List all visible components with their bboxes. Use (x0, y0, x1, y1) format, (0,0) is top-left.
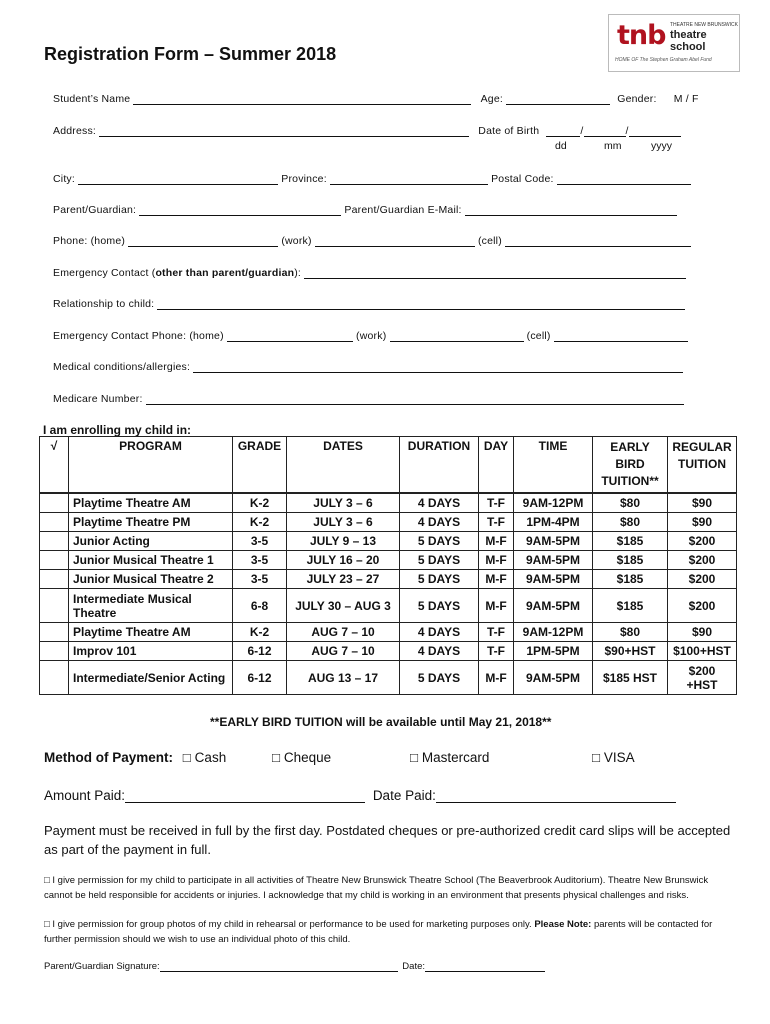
time-cell: 1PM-5PM (514, 642, 593, 661)
city-field[interactable] (78, 172, 278, 185)
early-bird-note: **EARLY BIRD TUITION will be available until May 21, 2018** (210, 715, 552, 729)
table-row (40, 513, 737, 532)
address-label: Address: (53, 125, 97, 137)
emergency-phone-cell-label: (cell) (526, 330, 551, 342)
dates-cell: JULY 16 – 20 (287, 551, 400, 570)
table-header-row (40, 437, 737, 494)
table-row (40, 642, 737, 661)
phone-row (53, 234, 691, 247)
signature-label: Parent/Guardian Signature: (44, 961, 160, 972)
day-cell: T-F (479, 493, 514, 513)
logo-small-text: THEATRE NEW BRUNSWICK (670, 22, 738, 28)
relationship-field[interactable] (157, 297, 685, 310)
col-grade-header: GRADE (233, 437, 287, 494)
emergency-label-suffix: ): (294, 267, 302, 279)
parent-email-label: Parent/Guardian E-Mail: (344, 204, 462, 216)
permission-photos-text: □ I give permission for group photos of my child in rehearsal or performance to be used for marketing purposes only. (44, 919, 532, 930)
medical-field[interactable] (193, 360, 683, 373)
time-cell: 9AM-12PM (514, 623, 593, 642)
col-check-header: √ (40, 437, 69, 494)
day-cell: M-F (479, 551, 514, 570)
day-cell: M-F (479, 570, 514, 589)
table-row (40, 623, 737, 642)
early-tuition-cell: $185 (593, 532, 668, 551)
program-cell: Junior Musical Theatre 1 (69, 551, 233, 570)
date-paid-field[interactable] (436, 788, 676, 803)
emergency-phone-home-label: Emergency Contact Phone: (home) (53, 330, 224, 342)
duration-cell: 4 DAYS (400, 493, 479, 513)
grade-cell: K-2 (233, 493, 287, 513)
col-duration-header: DURATION (400, 437, 479, 494)
program-cell: Intermediate/Senior Acting (69, 661, 233, 695)
duration-cell: 5 DAYS (400, 589, 479, 623)
duration-cell: 4 DAYS (400, 623, 479, 642)
phone-work-label: (work) (281, 235, 312, 247)
medicare-label: Medicare Number: (53, 393, 143, 405)
gender-options[interactable]: M / F (673, 93, 699, 105)
check-cell[interactable] (40, 589, 69, 623)
program-cell: Playtime Theatre PM (69, 513, 233, 532)
relationship-row (53, 297, 685, 310)
amount-row (44, 788, 676, 803)
dob-label: Date of Birth (478, 125, 540, 137)
signature-date-field[interactable] (425, 960, 545, 972)
check-cell[interactable] (40, 661, 69, 695)
relationship-label: Relationship to child: (53, 298, 155, 310)
phone-home-field[interactable] (128, 234, 278, 247)
regular-tuition-cell: $200 (668, 570, 737, 589)
duration-cell: 4 DAYS (400, 513, 479, 532)
medical-row (53, 360, 683, 373)
signature-field[interactable] (160, 960, 398, 972)
regular-tuition-cell: $200 +HST (668, 661, 737, 695)
early-tuition-cell: $185 (593, 570, 668, 589)
dates-cell: AUG 7 – 10 (287, 642, 400, 661)
amount-paid-field[interactable] (125, 788, 365, 803)
early-tuition-cell: $185 HST (593, 661, 668, 695)
table-row (40, 661, 737, 695)
table-row (40, 589, 737, 623)
parent-label: Parent/Guardian: (53, 204, 137, 216)
payment-paragraph: Payment must be received in full by the first day. Postdated cheques or pre-authorized credit card slips will be accepted as part of the payment in full. (44, 823, 731, 857)
province-label: Province: (281, 173, 327, 185)
emergency-phone-cell-field[interactable] (554, 329, 688, 342)
duration-cell: 5 DAYS (400, 661, 479, 695)
day-cell: T-F (479, 642, 514, 661)
check-cell[interactable] (40, 551, 69, 570)
address-row: Address: Date of Birth / / (53, 124, 681, 137)
table-row (40, 493, 737, 513)
time-cell: 9AM-5PM (514, 570, 593, 589)
dates-cell: AUG 13 – 17 (287, 661, 400, 695)
student-row (53, 92, 699, 105)
program-cell: Junior Musical Theatre 2 (69, 570, 233, 589)
program-cell: Improv 101 (69, 642, 233, 661)
enroll-label: I am enrolling my child in: (43, 423, 192, 437)
postal-field[interactable] (557, 172, 691, 185)
duration-cell: 5 DAYS (400, 532, 479, 551)
signature-row (44, 960, 545, 972)
early-tuition-cell: $80 (593, 623, 668, 642)
age-field[interactable] (506, 92, 610, 105)
address-field[interactable] (99, 124, 469, 137)
province-field[interactable] (330, 172, 488, 185)
dob-yyyy-field[interactable] (629, 124, 681, 137)
check-cell[interactable] (40, 570, 69, 589)
dates-cell: JULY 30 – AUG 3 (287, 589, 400, 623)
check-cell[interactable] (40, 532, 69, 551)
logo-subtitle: HOME OF The Stephen Graham Abel Fund (615, 57, 712, 63)
date-paid-label: Date Paid: (372, 788, 436, 803)
day-cell: T-F (479, 513, 514, 532)
program-cell: Playtime Theatre AM (69, 493, 233, 513)
duration-cell: 5 DAYS (400, 570, 479, 589)
dates-cell: JULY 23 – 27 (287, 570, 400, 589)
emergency-phone-row (53, 329, 688, 342)
program-cell: Playtime Theatre AM (69, 623, 233, 642)
regular-tuition-cell: $100+HST (668, 642, 737, 661)
dates-cell: JULY 3 – 6 (287, 493, 400, 513)
grade-cell: 6-12 (233, 642, 287, 661)
grade-cell: K-2 (233, 513, 287, 532)
medical-label: Medical conditions/allergies: (53, 361, 191, 373)
signature-date-label: Date: (402, 961, 426, 972)
table-row (40, 551, 737, 570)
payment-label: Method of Payment: (44, 750, 174, 765)
early-tuition-cell: $80 (593, 493, 668, 513)
day-cell: M-F (479, 589, 514, 623)
emergency-label-prefix: Emergency Contact ( (53, 267, 156, 279)
form-title: Registration Form – Summer 2018 (44, 44, 337, 64)
col-dates-header: DATES (287, 437, 400, 494)
time-cell: 9AM-5PM (514, 532, 593, 551)
emergency-phone-work-label: (work) (356, 330, 387, 342)
student-name-field[interactable] (133, 92, 471, 105)
program-cell: Intermediate Musical Theatre (69, 589, 233, 623)
day-cell: M-F (479, 661, 514, 695)
dob-dd-hint: dd (555, 140, 567, 152)
early-tuition-cell: $90+HST (593, 642, 668, 661)
payment-cheque-option[interactable]: □ Cheque (272, 750, 332, 765)
day-cell: M-F (479, 532, 514, 551)
age-label: Age: (480, 93, 503, 105)
parent-row (53, 203, 677, 216)
duration-cell: 4 DAYS (400, 642, 479, 661)
time-cell: 9AM-5PM (514, 589, 593, 623)
dates-cell: JULY 3 – 6 (287, 513, 400, 532)
col-regular-header: REGULAR TUITION (668, 437, 737, 494)
regular-tuition-cell: $200 (668, 589, 737, 623)
grade-cell: 6-8 (233, 589, 287, 623)
permission-photos-rest: parents will be contacted for further permission should we wish to use an individual photo of this child. (44, 919, 713, 945)
col-time-header: TIME (514, 437, 593, 494)
time-cell: 1PM-4PM (514, 513, 593, 532)
dates-cell: JULY 9 – 13 (287, 532, 400, 551)
check-cell[interactable] (40, 513, 69, 532)
check-cell[interactable] (40, 642, 69, 661)
regular-tuition-cell: $90 (668, 623, 737, 642)
gender-label: Gender: (617, 93, 657, 105)
early-tuition-cell: $185 (593, 551, 668, 570)
student-name-label: Student’s Name (53, 93, 131, 105)
emergency-label-bold: other than parent/guardian (155, 267, 295, 279)
emergency-phone-home-field[interactable] (227, 329, 353, 342)
dob-mm-field[interactable] (584, 124, 626, 137)
early-tuition-cell: $185 (593, 589, 668, 623)
grade-cell: 6-12 (233, 661, 287, 695)
grade-cell: 3-5 (233, 570, 287, 589)
table-row (40, 532, 737, 551)
payment-mastercard-option[interactable]: □ Mastercard (410, 750, 490, 765)
city-label: City: (53, 173, 75, 185)
program-cell: Junior Acting (69, 532, 233, 551)
time-cell: 9AM-5PM (514, 551, 593, 570)
time-cell: 9AM-5PM (514, 661, 593, 695)
col-early-header: EARLY BIRD TUITION** (593, 437, 668, 494)
emergency-row (53, 266, 686, 279)
phone-work-field[interactable] (315, 234, 475, 247)
medicare-row (53, 392, 684, 405)
amount-paid-label: Amount Paid: (44, 788, 126, 803)
parent-email-field[interactable] (465, 203, 677, 216)
day-cell: T-F (479, 623, 514, 642)
payment-row (44, 750, 226, 765)
emergency-field[interactable] (304, 266, 686, 279)
col-day-header: DAY (479, 437, 514, 494)
dob-mm-hint: mm (604, 140, 622, 152)
grade-cell: 3-5 (233, 532, 287, 551)
col-program-header: PROGRAM (69, 437, 233, 494)
dates-cell: AUG 7 – 10 (287, 623, 400, 642)
emergency-phone-work-field[interactable] (390, 329, 524, 342)
phone-cell-field[interactable] (505, 234, 691, 247)
regular-tuition-cell: $90 (668, 493, 737, 513)
program-table (39, 436, 737, 695)
dob-dd-field[interactable] (546, 124, 580, 137)
regular-tuition-cell: $90 (668, 513, 737, 532)
payment-cash-option[interactable]: □ Cash (182, 750, 227, 765)
regular-tuition-cell: $200 (668, 551, 737, 570)
logo-theatre-school: theatre school (670, 29, 707, 53)
early-tuition-cell: $80 (593, 513, 668, 532)
phone-cell-label: (cell) (477, 235, 502, 247)
table-body (40, 493, 737, 695)
payment-visa-option[interactable]: □ VISA (592, 750, 635, 765)
permission-photos-note: Please Note: (534, 919, 592, 930)
permission-activities[interactable]: □ I give permission for my child to participate in all activities of Theatre New Brunswick Theatre School (The Beaverbrook Auditorium). Theatre New Brunswick cannot be held responsible for accidents or injuries. I acknowledge that my child is working in an environment that presents physical challenges and risks. (44, 875, 709, 901)
medicare-field[interactable] (146, 392, 684, 405)
parent-field[interactable] (139, 203, 341, 216)
grade-cell: K-2 (233, 623, 287, 642)
table-row (40, 570, 737, 589)
phone-home-label: Phone: (home) (53, 235, 126, 247)
dob-yyyy-hint: yyyy (651, 140, 672, 152)
grade-cell: 3-5 (233, 551, 287, 570)
duration-cell: 5 DAYS (400, 551, 479, 570)
check-cell[interactable] (40, 493, 69, 513)
check-cell[interactable] (40, 623, 69, 642)
regular-tuition-cell: $200 (668, 532, 737, 551)
time-cell: 9AM-12PM (514, 493, 593, 513)
postal-label: Postal Code: (491, 173, 554, 185)
city-row (53, 172, 691, 185)
permission-photos[interactable] (44, 917, 734, 947)
tnb-logo (608, 14, 740, 72)
logo-tnb-text: tnb (617, 20, 666, 51)
